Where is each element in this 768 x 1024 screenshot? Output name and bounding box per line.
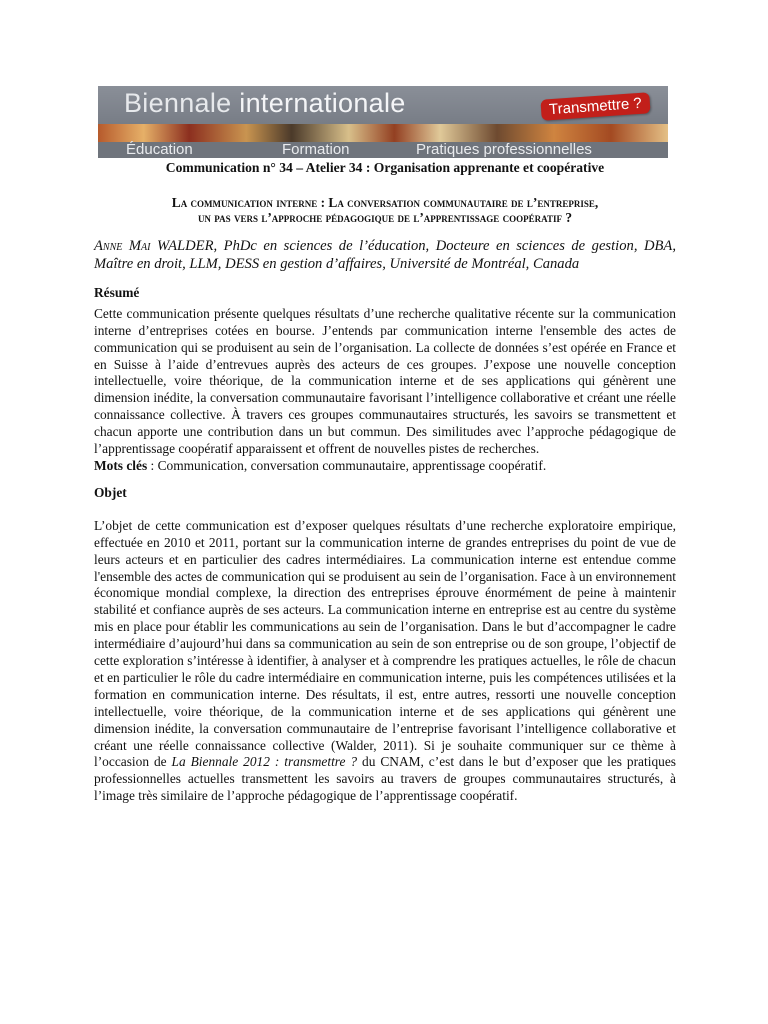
banner-categories <box>98 142 668 158</box>
paper-title-line2: un pas vers l’approche pédagogique de l’apprentissage coopératif ? <box>197 209 573 225</box>
keywords-text: : Communication, conversation communautaire, apprentissage coopératif. <box>147 457 547 473</box>
objet-text-after: du CNAM, c’est dans le but d’exposer que les pratiques professionnelles actuelles transmettent les savoirs au travers de groupes communautaires structurés, à l’image très similaire de l’approche pédagogique de l’apprentissage coopératif. <box>94 754 676 804</box>
banner-category-formation: Formation <box>282 141 350 158</box>
keywords-line <box>94 458 676 475</box>
banner-title-part2: internationale <box>239 88 406 118</box>
banner-title-part1: Biennale <box>124 88 240 118</box>
objet-heading: Objet <box>94 484 127 500</box>
banner-title <box>124 88 406 119</box>
banner-category-pratiques: Pratiques professionnelles <box>416 141 592 158</box>
biennale-banner <box>98 86 668 158</box>
author-line <box>94 237 676 273</box>
paper-content <box>94 160 676 805</box>
communication-line: Communication n° 34 – Atelier 34 : Organisation apprenante et coopérative <box>165 160 605 175</box>
resume-text: Cette communication présente quelques résultats d’une recherche qualitative récente sur la communication interne d’entreprises cotées en bourse. J’entends par communication interne l'ensemble des actes de communication qui se produisent au sein de l’organisation. La collecte de données s’est opérée en France et en Suisse à l’aide d’entrevues auprès des acteurs de ces groupes. J’expose une nouvelle conception intellectuelle, voire théorique, de la communication interne et de ses applications qui génèrent une dimension inédite, la conversation communautaire favorisant l’intelligence collaborative et créant une réelle connaissance collective. À travers ces groupes communautaires structurés, les savoirs se transmettent et chacun apporte une contribution dans un but commun. Des similitudes avec l’approche pédagogique de l’apprentissage coopératif apparaissent et offrent de nouvelles pistes de recherches. <box>94 305 676 457</box>
resume-heading: Résumé <box>94 284 140 300</box>
author-firstname: Anne Mai <box>94 237 151 254</box>
paper-title-line1: La communication interne : La conversation communautaire de l’entreprise, <box>171 194 599 210</box>
paper-title <box>94 195 676 225</box>
objet-text-before: L’objet de cette communication est d’exposer quelques résultats d’une recherche exploratoire empirique, effectuée en 2010 et 2011, portant sur la communication interne de grandes entreprises du point de vue de leurs acteurs et en particulier des cadres intermédiaires. La communication interne est entendue comme l'ensemble des actes de communication qui se produisent au sein de l’organisation. Face à un environnement économique mondial complexe, la direction des entreprises éprouve énormément de peine à maintenir stabilité et confiance auprès de ses acteurs. La communication interne en entreprise est au centre du système mis en place pour établir les communications au sein de l’organisation. Dans le but d’accompagner le cadre intermédiaire d’aujourd’hui dans sa communication au sein de son entreprise ou de son groupe, l’objectif de cette exploration s’intéresse à identifier, à analyser et à comprendre les pratiques actuelles, le rôle de chacun et en particulier le rôle du cadre intermédiaire en communication interne, puis les compétences utilisées et la formation en communication interne. Des résultats, il est, entre autres, ressorti une nouvelle conception intellectuelle, voire théorique, de la communication interne et de ses applications qui génèrent une dimension inédite, la conversation communautaire de l’entreprise favorisant l’intelligence collaborative et créant une réelle connaissance collective (Walder, 2011). Si je souhaite communiquer sur ce thème à l’occasion de <box>94 517 676 770</box>
objet-text-italic: La Biennale 2012 : transmettre ? <box>171 754 358 770</box>
banner-category-education: Éducation <box>126 141 193 158</box>
keywords-label: Mots clés <box>94 457 148 473</box>
objet-text <box>94 518 676 805</box>
banner-badge: Transmettre ? <box>541 92 651 121</box>
author-details: WALDER, PhDc en sciences de l’éducation, Docteure en sciences de gestion, DBA, Maître en droit, LLM, DESS en gestion d’affaires, Université de Montréal, Canada <box>94 237 676 272</box>
